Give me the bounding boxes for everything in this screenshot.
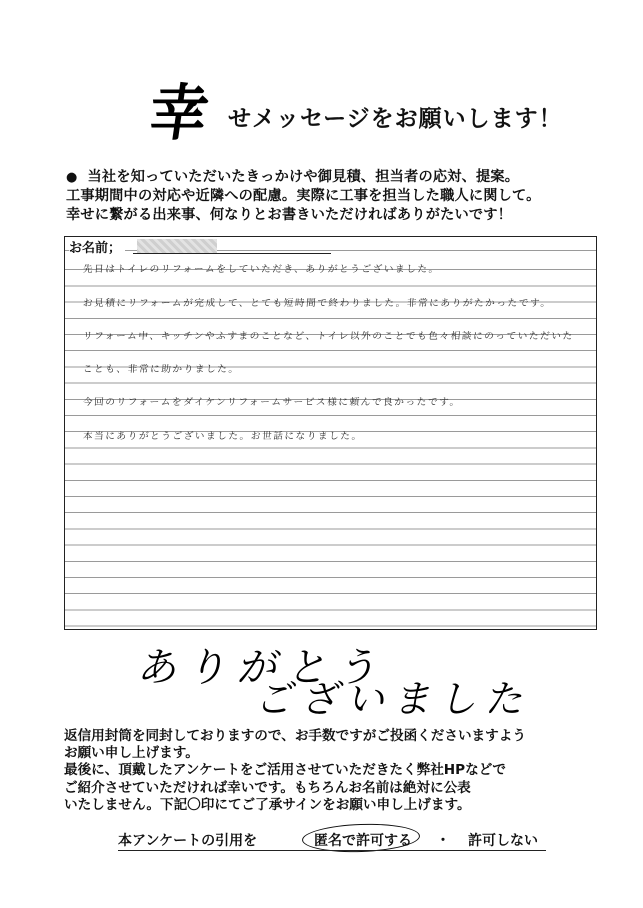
handwritten-line: ことも、非常に助かりました。 bbox=[82, 364, 240, 375]
handwritten-line: 今回のリフォームをダイケンリフォームサービス様に頼んで良かったです。 bbox=[82, 397, 462, 408]
consent-underline bbox=[118, 850, 546, 851]
name-field-row bbox=[69, 238, 217, 254]
consent-row bbox=[118, 826, 548, 852]
thanks-brush-line-2: ございました bbox=[252, 677, 538, 721]
intro-line-1: ● 当社を知っていただいたきっかけや御見積、担当者の応対、提案。 bbox=[66, 169, 520, 185]
name-underline bbox=[133, 253, 331, 254]
name-redacted bbox=[137, 239, 217, 253]
intro-line-3: 幸せに繋がる出来事、何なりとお書きいただければありがたいです！ bbox=[66, 207, 513, 223]
consent-lead: 本アンケートの引用を bbox=[118, 833, 258, 849]
name-label: お名前； bbox=[69, 237, 125, 256]
page-header bbox=[144, 77, 570, 149]
closing-line-5: いたしません。下記〇印にてご了承サインをお願い申し上げます。 bbox=[64, 796, 471, 813]
intro-line-2: 工事期間中の対応や近隣への配慮。実際に工事を担当した職人に関して。 bbox=[66, 188, 541, 204]
bullet-icon: ● bbox=[66, 170, 78, 185]
intro-instructions bbox=[66, 168, 586, 225]
closing-line-3: 最後に、頂戴したアンケートをご活用させていただきたく弊社HPなどで bbox=[64, 762, 506, 779]
handwritten-line: お見積にリフォームが完成して、とても短時間で終わりました。非常にありがたかったです。 bbox=[82, 298, 552, 309]
page-title: せメッセージをお願いします！ bbox=[228, 106, 563, 132]
closing-line-1: 返信用封筒を同封しておりますので、お手数ですがご投函くださいますよう bbox=[64, 728, 526, 744]
consent-separator: ・ bbox=[436, 833, 450, 849]
closing-notice bbox=[64, 728, 604, 814]
message-writing-box bbox=[64, 236, 597, 630]
handwritten-line: 先日はトイレのリフォームをしていただき、ありがとうございました。 bbox=[82, 264, 441, 275]
handwritten-line: リフォーム中、キッチンやふすまのことなど、トイレ以外のことでも色々相談にのっていただいた bbox=[82, 331, 575, 342]
consent-option-deny[interactable]: 許可しない bbox=[468, 833, 538, 849]
thanks-brush-line-1: ありがとう bbox=[134, 645, 395, 691]
closing-line-2: お願い申し上げます。 bbox=[64, 745, 199, 762]
header-brush-kanji: 幸 bbox=[144, 77, 212, 149]
handwritten-line: 本当にありがとうございました。お世話になりました。 bbox=[82, 431, 364, 442]
closing-line-4: ご紹介させていただければ幸いです。もちろんお名前は絶対に公表 bbox=[64, 779, 471, 796]
consent-option-anonymous[interactable]: 匿名で許可する bbox=[314, 833, 412, 849]
